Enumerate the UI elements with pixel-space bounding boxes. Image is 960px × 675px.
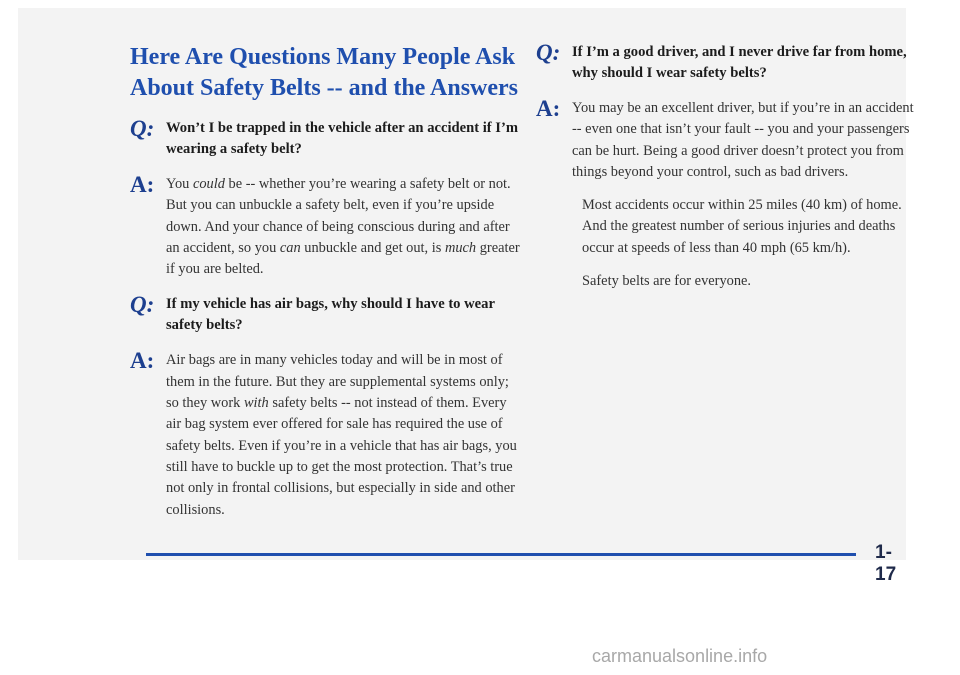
paragraph-accidents: Most accidents occur within 25 miles (40 km) of home. And the greatest number of serious injuries and deaths occur at speeds of less than 40 mph (65 km/h). [582,197,902,256]
a-label: A: [130,348,155,374]
manual-page [18,8,914,585]
answer-2 [130,350,525,520]
a-label: A: [130,172,155,197]
q-label: Q: [536,40,561,65]
q-label: Q: [130,292,155,318]
question-3-text: If I’m a good driver, and I never drive far from home, why should I wear safety belts? [572,44,907,81]
a-label: A: [536,96,561,121]
title-line-1: Here Are Questions Many People Ask [130,44,516,70]
question-2 [130,294,525,336]
answer-1-text: You could be -- whether you’re wearing a safety belt or not. But you can unbuckle a safety belt, even if you’re upside down. And your chance of being conscious during and after an accident, so you can unbuckle and get out, is much greater if you are belted. [166,176,520,278]
answer-3-text: You may be an excellent driver, but if you’re in an accident -- even one that isn’t your fault -- you and your passengers can be hurt. Being a good driver doesn’t protect you from things beyond your control, such as bad drivers. [572,100,914,180]
answer-2-text: Air bags are in many vehicles today and will be in most of them in the future. But they are supplemental systems only; so they work with safety belts -- not instead of them. Every air bag system ever offered for sale has required the use of safety belts. Even if you’re in a vehicle that has air bags, you still have to buckle up to get the most protection. That’s true not only in frontal collisions, but especially in side and other collisions. [166,352,517,518]
page-number: 1-17 [875,542,897,585]
question-1-text: Won’t I be trapped in the vehicle after an accident if I’m wearing a safety belt? [166,120,518,157]
answer-3 [536,98,921,183]
answer-1 [130,174,525,280]
question-2-text: If my vehicle has air bags, why should I have to wear safety belts? [166,296,495,334]
question-3 [536,42,921,84]
left-column [130,42,525,521]
footer-rule [146,553,856,556]
right-column [536,42,921,292]
footer-watermark: carmanualsonline.info [592,646,768,666]
question-1 [130,118,525,160]
paragraph-everyone: Safety belts are for everyone. [582,273,752,290]
q-label: Q: [130,116,155,141]
page-title [130,42,525,104]
title-line-2: About Safety Belts -- and the Answers [130,75,519,101]
